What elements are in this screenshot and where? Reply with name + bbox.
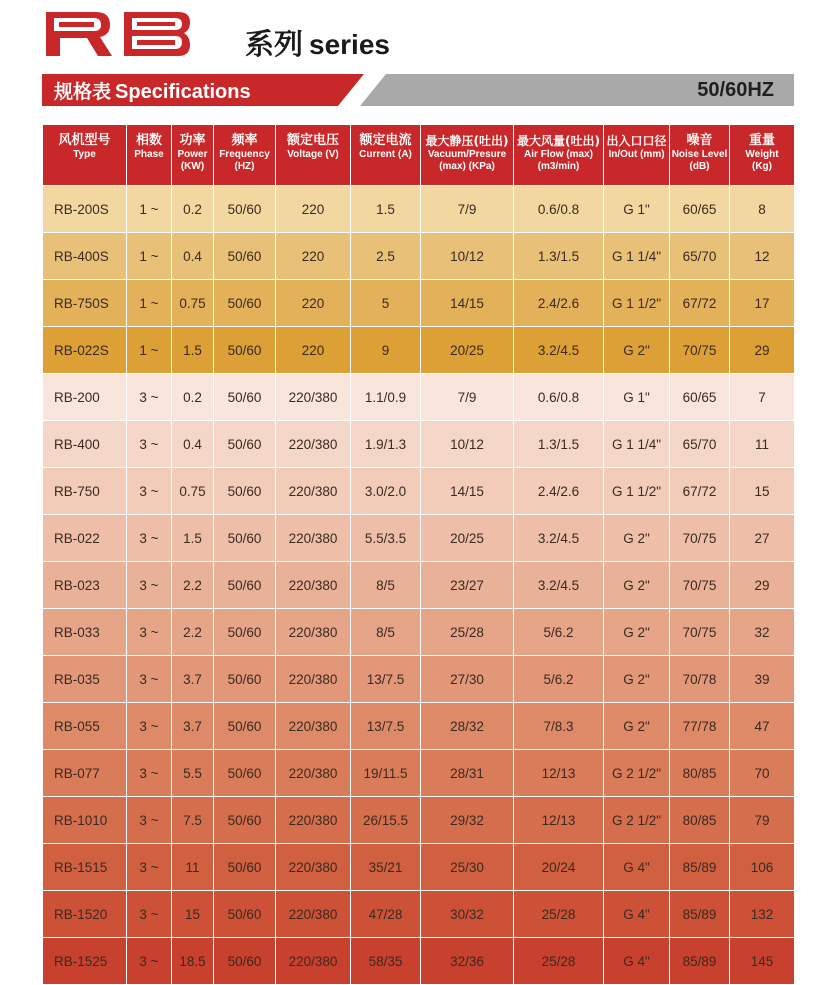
table-cell-frequency: 50/60 [214, 938, 276, 985]
table-cell-phase: 1 ~ [127, 327, 172, 374]
table-cell-airflow: 2.4/2.6 [514, 468, 604, 515]
table-row [43, 609, 795, 656]
table-cell-pressure: 28/32 [421, 703, 514, 750]
table-cell-power: 0.4 [172, 421, 214, 468]
table-cell-inlet-outlet: G 1" [604, 186, 670, 233]
table-cell-type: RB-1525 [43, 938, 127, 985]
column-header-label-cn: 相数 [135, 133, 162, 148]
table-cell-power: 1.5 [172, 327, 214, 374]
table-cell-voltage: 220/380 [276, 797, 351, 844]
column-header-phase [127, 125, 172, 186]
table-cell-inlet-outlet: G 2" [604, 703, 670, 750]
table-cell-weight: 11 [730, 421, 795, 468]
table-cell-weight: 15 [730, 468, 795, 515]
column-header-label-en: Air Flow (max) [524, 149, 593, 160]
table-cell-pressure: 29/32 [421, 797, 514, 844]
table-cell-current: 8/5 [351, 609, 421, 656]
specifications-table [42, 124, 795, 985]
column-header-current [351, 125, 421, 186]
table-cell-power: 11 [172, 844, 214, 891]
table-cell-inlet-outlet: G 2" [604, 327, 670, 374]
table-cell-frequency: 50/60 [214, 656, 276, 703]
table-cell-airflow: 5/6.2 [514, 609, 604, 656]
column-header-label-cn: 风机型号 [58, 133, 111, 148]
table-cell-weight: 29 [730, 327, 795, 374]
table-cell-phase: 3 ~ [127, 374, 172, 421]
column-header-noise [670, 125, 730, 186]
table-cell-noise: 70/75 [670, 327, 730, 374]
column-header-label-cn: 额定电流 [359, 133, 412, 148]
table-cell-phase: 3 ~ [127, 750, 172, 797]
column-header-label-en: Frequency [219, 149, 270, 160]
table-cell-voltage: 220/380 [276, 562, 351, 609]
table-cell-type: RB-200S [43, 186, 127, 233]
table-cell-phase: 3 ~ [127, 609, 172, 656]
table-cell-current: 26/15.5 [351, 797, 421, 844]
table-cell-voltage: 220/380 [276, 656, 351, 703]
table-cell-weight: 145 [730, 938, 795, 985]
column-header-weight [730, 125, 795, 186]
column-header-label-en: (KW) [180, 161, 205, 172]
table-cell-noise: 80/85 [670, 750, 730, 797]
table-cell-frequency: 50/60 [214, 891, 276, 938]
table-row [43, 374, 795, 421]
table-cell-frequency: 50/60 [214, 797, 276, 844]
column-header-label-en: Voltage (V) [287, 149, 339, 160]
table-cell-current: 35/21 [351, 844, 421, 891]
table-header-row [43, 125, 795, 186]
column-header-voltage [276, 125, 351, 186]
column-header-airflow [514, 125, 604, 186]
table-cell-noise: 65/70 [670, 233, 730, 280]
table-cell-power: 5.5 [172, 750, 214, 797]
column-header-label-cn: 出入口口径 [606, 134, 667, 148]
table-cell-airflow: 0.6/0.8 [514, 374, 604, 421]
series-title-cn: 系列 [245, 27, 304, 61]
table-cell-frequency: 50/60 [214, 844, 276, 891]
column-header-label-en: Noise Level [671, 149, 728, 160]
table-cell-airflow: 12/13 [514, 750, 604, 797]
table-cell-weight: 106 [730, 844, 795, 891]
table-cell-phase: 3 ~ [127, 844, 172, 891]
table-row [43, 233, 795, 280]
column-header-pressure [421, 125, 514, 186]
column-header-type [43, 125, 127, 186]
table-cell-weight: 39 [730, 656, 795, 703]
series-title [245, 22, 390, 63]
table-cell-type: RB-023 [43, 562, 127, 609]
table-cell-voltage: 220/380 [276, 515, 351, 562]
table-cell-voltage: 220/380 [276, 844, 351, 891]
column-header-label-en: (max) (KPa) [439, 161, 495, 172]
table-cell-pressure: 7/9 [421, 186, 514, 233]
table-cell-airflow: 3.2/4.5 [514, 515, 604, 562]
table-cell-noise: 60/65 [670, 186, 730, 233]
table-cell-inlet-outlet: G 2" [604, 515, 670, 562]
table-cell-frequency: 50/60 [214, 327, 276, 374]
table-cell-type: RB-750 [43, 468, 127, 515]
table-cell-phase: 3 ~ [127, 656, 172, 703]
table-cell-noise: 60/65 [670, 374, 730, 421]
table-row [43, 656, 795, 703]
table-cell-inlet-outlet: G 1 1/4" [604, 421, 670, 468]
table-row [43, 938, 795, 985]
table-cell-voltage: 220 [276, 186, 351, 233]
table-cell-voltage: 220/380 [276, 891, 351, 938]
table-cell-voltage: 220 [276, 280, 351, 327]
table-cell-current: 1.1/0.9 [351, 374, 421, 421]
table-cell-pressure: 7/9 [421, 374, 514, 421]
table-cell-type: RB-400S [43, 233, 127, 280]
table-cell-phase: 3 ~ [127, 515, 172, 562]
column-header-label-en: (m3/min) [537, 161, 580, 172]
table-cell-power: 7.5 [172, 797, 214, 844]
table-cell-noise: 65/70 [670, 421, 730, 468]
table-cell-current: 9 [351, 327, 421, 374]
table-cell-voltage: 220/380 [276, 750, 351, 797]
frequency-label: 50/60HZ [697, 79, 774, 101]
table-row [43, 797, 795, 844]
table-row [43, 515, 795, 562]
table-cell-current: 19/11.5 [351, 750, 421, 797]
column-header-power [172, 125, 214, 186]
table-cell-voltage: 220/380 [276, 421, 351, 468]
table-cell-type: RB-022S [43, 327, 127, 374]
table-cell-type: RB-1520 [43, 891, 127, 938]
table-cell-phase: 3 ~ [127, 703, 172, 750]
column-header-label-en: Type [73, 149, 96, 160]
table-cell-noise: 85/89 [670, 938, 730, 985]
table-cell-frequency: 50/60 [214, 468, 276, 515]
table-cell-power: 0.2 [172, 186, 214, 233]
rb-logo-mark [42, 8, 192, 60]
column-header-label-en: (dB) [689, 161, 710, 172]
table-cell-frequency: 50/60 [214, 186, 276, 233]
table-cell-current: 13/7.5 [351, 656, 421, 703]
table-cell-frequency: 50/60 [214, 374, 276, 421]
table-cell-noise: 85/89 [670, 891, 730, 938]
table-cell-inlet-outlet: G 2" [604, 562, 670, 609]
table-cell-inlet-outlet: G 2 1/2" [604, 797, 670, 844]
table-cell-weight: 47 [730, 703, 795, 750]
column-header-label-en: Phase [134, 149, 164, 160]
table-cell-voltage: 220/380 [276, 703, 351, 750]
table-cell-current: 58/35 [351, 938, 421, 985]
table-cell-pressure: 20/25 [421, 327, 514, 374]
column-header-label-en: In/Out (mm) [608, 149, 665, 160]
table-cell-airflow: 20/24 [514, 844, 604, 891]
table-cell-phase: 3 ~ [127, 891, 172, 938]
table-cell-pressure: 27/30 [421, 656, 514, 703]
table-cell-airflow: 25/28 [514, 938, 604, 985]
column-header-frequency [214, 125, 276, 186]
table-cell-inlet-outlet: G 4" [604, 844, 670, 891]
table-cell-pressure: 23/27 [421, 562, 514, 609]
column-header-label-en: (Kg) [752, 161, 772, 172]
column-header-label-cn: 频率 [231, 133, 258, 148]
table-cell-noise: 67/72 [670, 468, 730, 515]
column-header-inlet-outlet [604, 125, 670, 186]
table-cell-pressure: 20/25 [421, 515, 514, 562]
table-cell-pressure: 14/15 [421, 280, 514, 327]
table-cell-current: 47/28 [351, 891, 421, 938]
table-cell-phase: 3 ~ [127, 797, 172, 844]
table-cell-weight: 17 [730, 280, 795, 327]
table-cell-inlet-outlet: G 1" [604, 374, 670, 421]
table-cell-power: 0.4 [172, 233, 214, 280]
table-cell-noise: 67/72 [670, 280, 730, 327]
table-cell-current: 1.9/1.3 [351, 421, 421, 468]
table-cell-noise: 85/89 [670, 844, 730, 891]
table-cell-inlet-outlet: G 1 1/4" [604, 233, 670, 280]
table-cell-phase: 3 ~ [127, 421, 172, 468]
table-cell-airflow: 0.6/0.8 [514, 186, 604, 233]
table-cell-voltage: 220/380 [276, 938, 351, 985]
table-cell-power: 1.5 [172, 515, 214, 562]
table-cell-current: 8/5 [351, 562, 421, 609]
table-cell-frequency: 50/60 [214, 609, 276, 656]
table-cell-power: 15 [172, 891, 214, 938]
table-cell-frequency: 50/60 [214, 515, 276, 562]
table-cell-weight: 32 [730, 609, 795, 656]
column-header-label-en: Power [177, 149, 208, 160]
table-cell-noise: 70/75 [670, 515, 730, 562]
table-cell-power: 0.75 [172, 468, 214, 515]
table-cell-type: RB-055 [43, 703, 127, 750]
table-cell-phase: 3 ~ [127, 562, 172, 609]
table-cell-airflow: 1.3/1.5 [514, 421, 604, 468]
table-cell-noise: 80/85 [670, 797, 730, 844]
banner-title-en: Specifications [115, 81, 251, 103]
column-header-label-en: Current (A) [359, 149, 412, 160]
table-cell-airflow: 2.4/2.6 [514, 280, 604, 327]
table-cell-power: 18.5 [172, 938, 214, 985]
table-cell-airflow: 7/8.3 [514, 703, 604, 750]
table-cell-noise: 77/78 [670, 703, 730, 750]
table-cell-pressure: 10/12 [421, 233, 514, 280]
column-header-label-cn: 重量 [748, 133, 775, 148]
table-row [43, 844, 795, 891]
table-cell-power: 2.2 [172, 562, 214, 609]
table-cell-airflow: 1.3/1.5 [514, 233, 604, 280]
table-cell-weight: 7 [730, 374, 795, 421]
table-cell-pressure: 32/36 [421, 938, 514, 985]
table-cell-phase: 1 ~ [127, 186, 172, 233]
table-cell-pressure: 28/31 [421, 750, 514, 797]
table-row [43, 280, 795, 327]
table-cell-weight: 79 [730, 797, 795, 844]
table-cell-pressure: 10/12 [421, 421, 514, 468]
column-header-label-cn: 功率 [179, 133, 206, 148]
table-cell-frequency: 50/60 [214, 421, 276, 468]
table-cell-power: 3.7 [172, 703, 214, 750]
table-body [43, 186, 795, 985]
table-cell-frequency: 50/60 [214, 233, 276, 280]
table-cell-current: 1.5 [351, 186, 421, 233]
table-cell-weight: 12 [730, 233, 795, 280]
table-row [43, 750, 795, 797]
table-row [43, 562, 795, 609]
table-cell-pressure: 14/15 [421, 468, 514, 515]
table-cell-inlet-outlet: G 1 1/2" [604, 280, 670, 327]
table-cell-type: RB-1010 [43, 797, 127, 844]
table-cell-voltage: 220 [276, 233, 351, 280]
table-cell-frequency: 50/60 [214, 280, 276, 327]
table-cell-noise: 70/75 [670, 609, 730, 656]
column-header-label-cn: 额定电压 [286, 133, 339, 148]
table-cell-current: 13/7.5 [351, 703, 421, 750]
table-row [43, 891, 795, 938]
table-cell-phase: 1 ~ [127, 280, 172, 327]
column-header-label-en: Vacuum/Presure [427, 149, 507, 160]
table-cell-phase: 1 ~ [127, 233, 172, 280]
table-cell-type: RB-750S [43, 280, 127, 327]
table-cell-frequency: 50/60 [214, 562, 276, 609]
series-title-en: series [309, 29, 390, 60]
table-cell-noise: 70/78 [670, 656, 730, 703]
table-cell-pressure: 25/28 [421, 609, 514, 656]
specifications-banner [42, 72, 794, 108]
table-cell-current: 5 [351, 280, 421, 327]
table-cell-power: 0.75 [172, 280, 214, 327]
table-cell-noise: 70/75 [670, 562, 730, 609]
table-cell-airflow: 25/28 [514, 891, 604, 938]
table-cell-inlet-outlet: G 2" [604, 656, 670, 703]
table-row [43, 186, 795, 233]
column-header-label-en: (HZ) [234, 161, 255, 172]
table-cell-inlet-outlet: G 1 1/2" [604, 468, 670, 515]
table-cell-type: RB-077 [43, 750, 127, 797]
table-cell-current: 2.5 [351, 233, 421, 280]
table-cell-voltage: 220/380 [276, 374, 351, 421]
table-cell-voltage: 220/380 [276, 609, 351, 656]
table-cell-frequency: 50/60 [214, 703, 276, 750]
banner-title [54, 77, 251, 104]
table-cell-phase: 3 ~ [127, 938, 172, 985]
column-header-label-en: Weight [745, 149, 779, 160]
table-cell-weight: 29 [730, 562, 795, 609]
table-cell-pressure: 25/30 [421, 844, 514, 891]
table-cell-type: RB-1515 [43, 844, 127, 891]
table-cell-airflow: 12/13 [514, 797, 604, 844]
table-cell-type: RB-033 [43, 609, 127, 656]
table-cell-phase: 3 ~ [127, 468, 172, 515]
table-cell-pressure: 30/32 [421, 891, 514, 938]
table-cell-voltage: 220/380 [276, 468, 351, 515]
table-row [43, 421, 795, 468]
table-cell-weight: 70 [730, 750, 795, 797]
table-cell-inlet-outlet: G 4" [604, 938, 670, 985]
table-cell-type: RB-035 [43, 656, 127, 703]
table-cell-current: 3.0/2.0 [351, 468, 421, 515]
table-cell-type: RB-400 [43, 421, 127, 468]
table-cell-frequency: 50/60 [214, 750, 276, 797]
table-cell-inlet-outlet: G 2 1/2" [604, 750, 670, 797]
table-cell-airflow: 5/6.2 [514, 656, 604, 703]
table-cell-inlet-outlet: G 2" [604, 609, 670, 656]
table-cell-type: RB-022 [43, 515, 127, 562]
banner-title-cn: 规格表 [54, 81, 112, 103]
table-cell-airflow: 3.2/4.5 [514, 562, 604, 609]
table-cell-current: 5.5/3.5 [351, 515, 421, 562]
table-cell-weight: 8 [730, 186, 795, 233]
table-row [43, 468, 795, 515]
table-cell-type: RB-200 [43, 374, 127, 421]
table-cell-airflow: 3.2/4.5 [514, 327, 604, 374]
table-cell-voltage: 220 [276, 327, 351, 374]
table-cell-inlet-outlet: G 4" [604, 891, 670, 938]
column-header-label-cn: 最大静压(吐出) [425, 134, 509, 148]
column-header-label-cn: 最大风量(吐出) [517, 134, 600, 148]
table-cell-weight: 27 [730, 515, 795, 562]
table-cell-power: 3.7 [172, 656, 214, 703]
table-cell-power: 2.2 [172, 609, 214, 656]
column-header-label-cn: 噪音 [686, 133, 713, 148]
table-row [43, 703, 795, 750]
table-cell-weight: 132 [730, 891, 795, 938]
table-row [43, 327, 795, 374]
table-cell-power: 0.2 [172, 374, 214, 421]
